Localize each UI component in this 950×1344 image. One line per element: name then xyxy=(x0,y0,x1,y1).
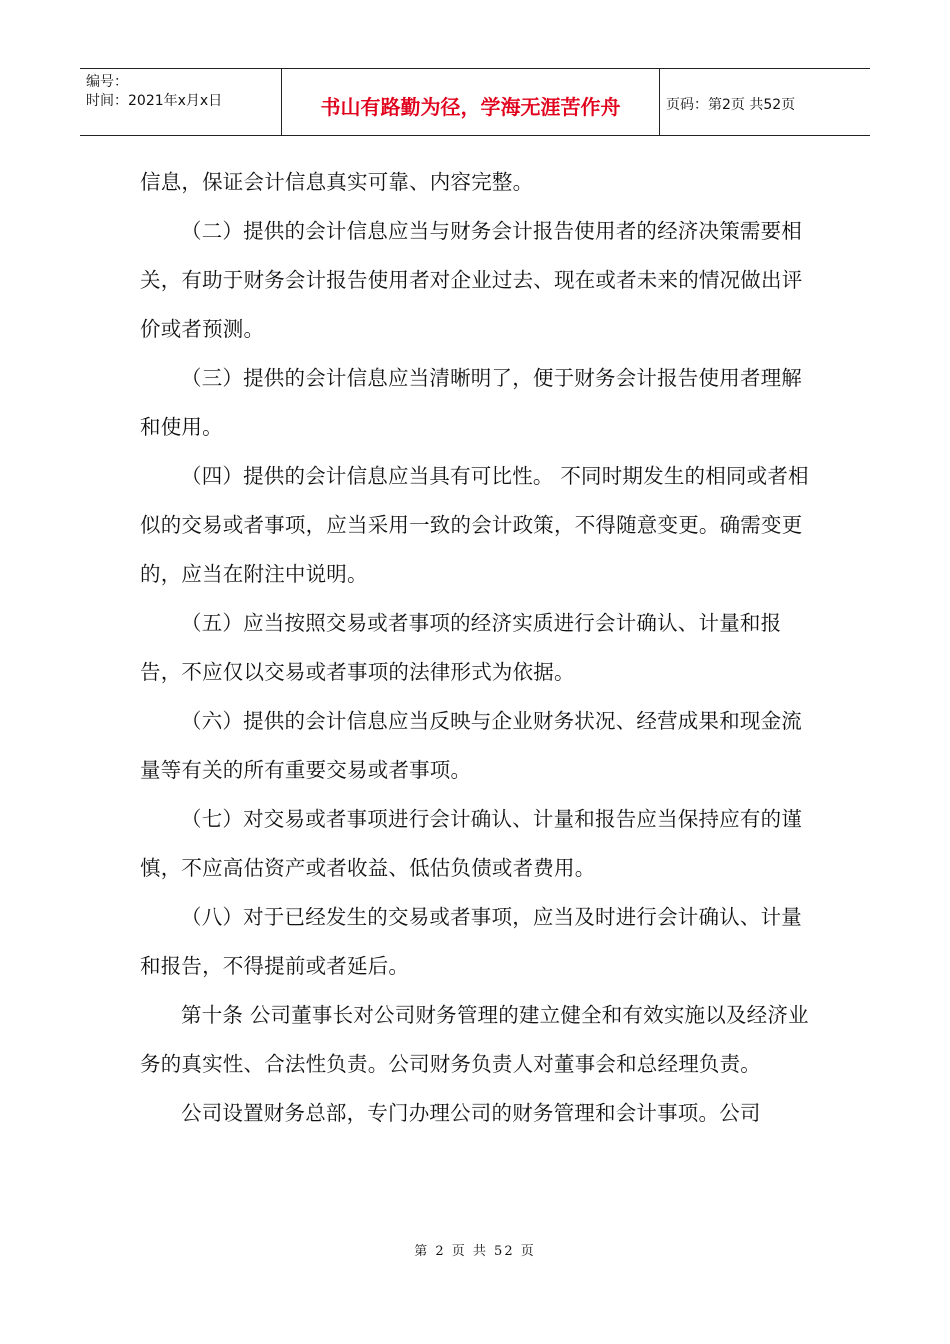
document-number-label: 编号： xyxy=(86,74,128,90)
paragraph-8: （八）对于已经发生的交易或者事项，应当及时进行会计确认、计量和报告，不得提前或者延后。 xyxy=(140,905,802,978)
header-page-code: 页码：第2页 共52页 xyxy=(666,97,796,113)
paragraph-1: 信息，保证会计信息真实可靠、内容完整。 xyxy=(140,170,534,194)
paragraph-7: （七）对交易或者事项进行会计确认、计量和报告应当保持应有的谨慎，不应高估资产或者收益、低估负债或者费用。 xyxy=(140,807,802,880)
document-body xyxy=(140,158,820,1138)
paragraph-9: 第十条 公司董事长对公司财务管理的建立健全和有效实施以及经济业务的真实性、合法性负责。公司财务负责人对董事会和总经理负责。 xyxy=(140,1003,809,1076)
paragraph-10: 公司设置财务总部，专门办理公司的财务管理和会计事项。公司 xyxy=(181,1101,761,1125)
paragraph-5: （五）应当按照交易或者事项的经济实质进行会计确认、计量和报告，不应仅以交易或者事项的法律形式为依据。 xyxy=(140,611,782,684)
paragraph-4: （四）提供的会计信息应当具有可比性。 不同时期发生的相同或者相似的交易或者事项，应当采用一致的会计政策，不得随意变更。确需变更的，应当在附注中说明。 xyxy=(140,464,809,586)
document-time: 时间：2021年x月x日 xyxy=(86,93,223,109)
header-meta xyxy=(80,69,282,135)
paragraph-6: （六）提供的会计信息应当反映与企业财务状况、经营成果和现金流量等有关的所有重要交易或者事项。 xyxy=(140,709,802,782)
paragraph-3: （三）提供的会计信息应当清晰明了，便于财务会计报告使用者理解和使用。 xyxy=(140,366,802,439)
paragraph-2: （二）提供的会计信息应当与财务会计报告使用者的经济决策需要相关，有助于财务会计报告使用者对企业过去、现在或者未来的情况做出评价或者预测。 xyxy=(140,219,803,341)
header-motto: 书山有路勤为径，学海无涯苦作舟 xyxy=(282,69,660,135)
document-header xyxy=(80,68,870,136)
page-footer: 第 2 页 共 52 页 xyxy=(414,1244,536,1259)
